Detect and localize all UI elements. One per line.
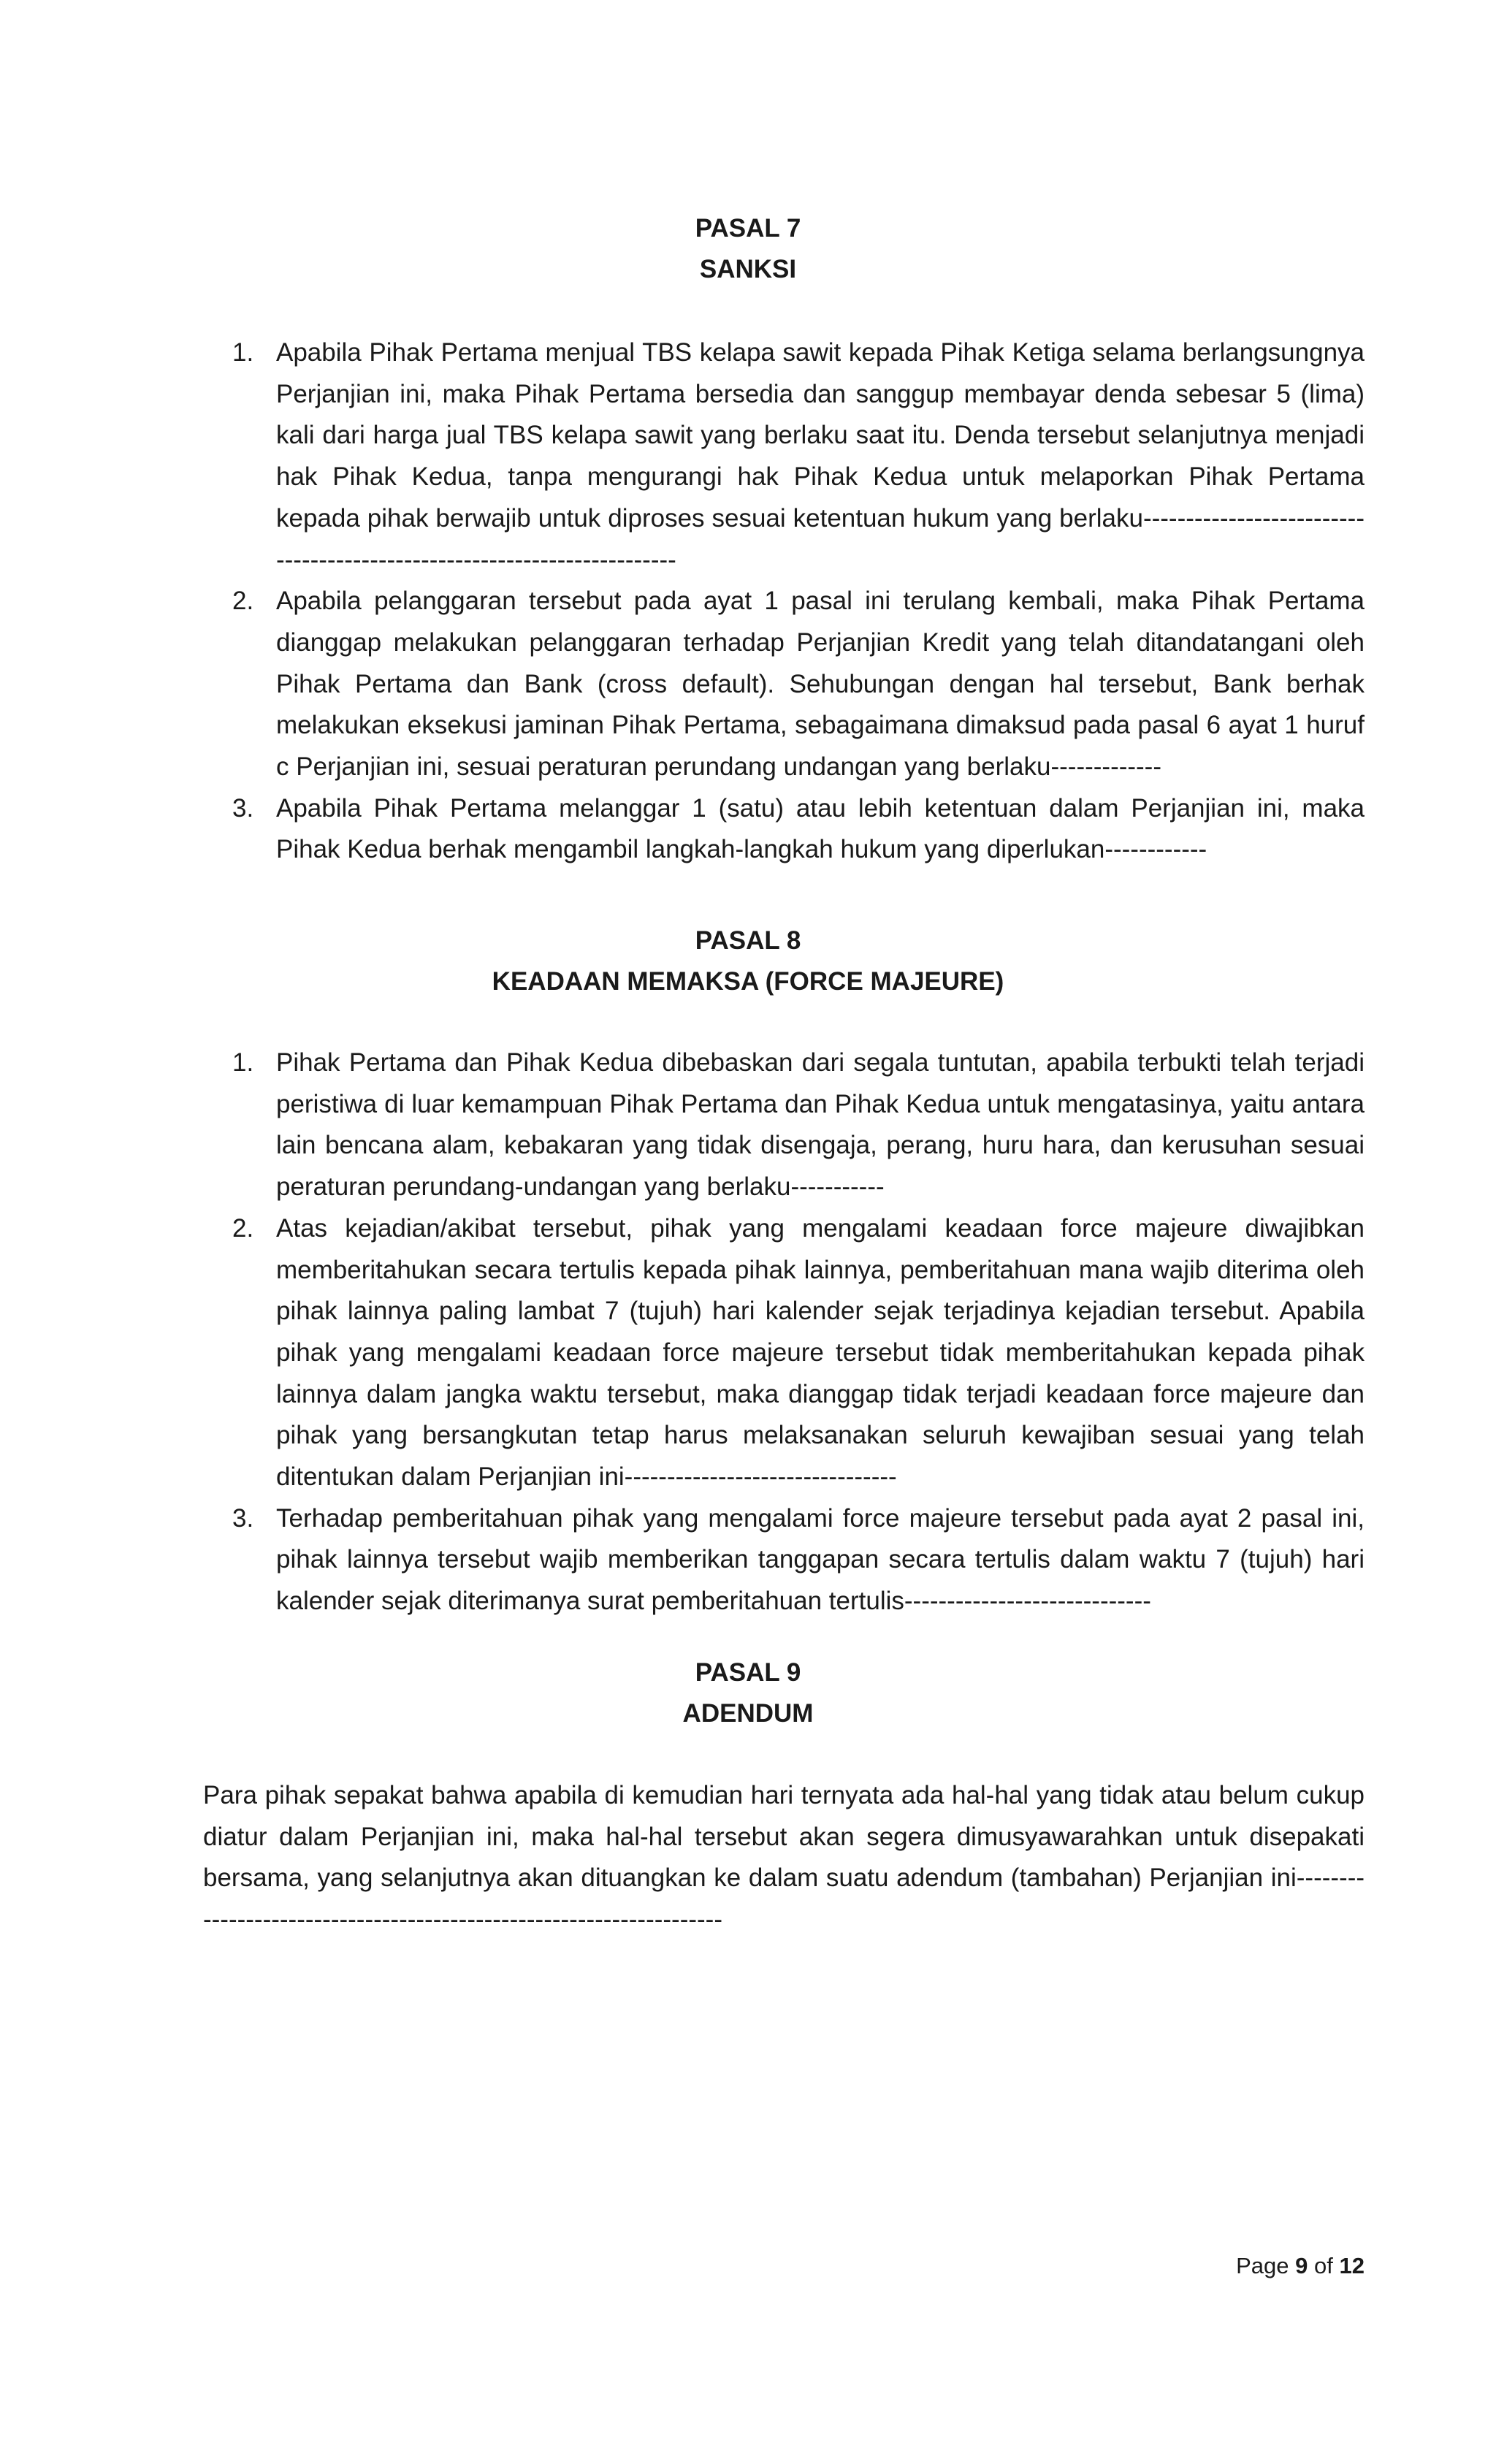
- pasal-9-title: ADENDUM: [682, 1699, 814, 1728]
- pasal-8-list: [203, 1042, 1365, 1622]
- pasal-8-item-1: [203, 1042, 1365, 1208]
- item-number: 2.: [232, 587, 254, 616]
- item-text: Pihak Pertama dan Pihak Kedua dibebaskan dari segala tuntutan, apabila terbukti telah terjadi peristiwa di luar kemampuan Pihak Pertama dan Pihak Kedua untuk mengatasinya, yaitu antara lain bencana alam, kebakaran yang tidak disengaja, perang, huru hara, dan kerusuhan sesuai peraturan perundang-undangan yang berlaku-----------: [276, 1048, 1365, 1202]
- pasal-8-item-3: [203, 1498, 1365, 1622]
- pasal-7-number: PASAL 7: [695, 214, 801, 243]
- item-number: 2.: [232, 1213, 254, 1243]
- pasal-8-heading: [0, 920, 1496, 1002]
- item-text: Apabila pelanggaran tersebut pada ayat 1 pasal ini terulang kembali, maka Pihak Pertama dianggap melakukan pelanggaran terhadap Perjanjian Kredit yang telah ditandatangani oleh Pihak Pertama dan Bank (cross default). Sehubungan dengan hal tersebut, Bank berhak melakukan eksekusi jaminan Pihak Pertama, sebagaimana dimaksud pada pasal 6 ayat 1 huruf c Perjanjian ini, sesuai peraturan perundang undangan yang berlaku-------------: [276, 587, 1365, 782]
- page-of: of: [1314, 2253, 1333, 2278]
- page-number: [1236, 2251, 1365, 2281]
- page-current: 9: [1295, 2253, 1308, 2278]
- pasal-7-item-3: [203, 788, 1365, 871]
- pasal-7-item-1: [203, 332, 1365, 581]
- item-number: 3.: [232, 793, 254, 823]
- pasal-8-number: PASAL 8: [695, 926, 801, 955]
- pasal-7-title: SANKSI: [699, 255, 797, 283]
- pasal-7-item-2: [203, 581, 1365, 788]
- item-text: Apabila Pihak Pertama melanggar 1 (satu) atau lebih ketentuan dalam Perjanjian ini, maka Pihak Kedua berhak mengambil langkah-langkah hukum yang diperlukan------------: [276, 793, 1365, 864]
- pasal-8-item-2: [203, 1208, 1365, 1498]
- pasal-8-title: KEADAAN MEMAKSA (FORCE MAJEURE): [492, 967, 1004, 996]
- pasal-9-paragraph: Para pihak sepakat bahwa apabila di kemudian hari ternyata ada hal-hal yang tidak atau belum cukup diatur dalam Perjanjian ini, maka hal-hal tersebut akan segera dimusyawarahkan untuk disepakati bersama, yang selanjutnya akan dituangkan ke dalam suatu adendum (tambahan) Perjanjian ini---------------------------------------------------------------------: [203, 1781, 1365, 1934]
- item-text: Atas kejadian/akibat tersebut, pihak yang mengalami keadaan force majeure diwajibkan memberitahukan secara tertulis kepada pihak lainnya, pemberitahuan mana wajib diterima oleh pihak lainnya paling lambat 7 (tujuh) hari kalender sejak terjadinya kejadian tersebut. Apabila pihak yang mengalami keadaan force majeure tersebut tidak memberitahukan kepada pihak lainnya dalam jangka waktu tersebut, maka dianggap tidak terjadi keadaan force majeure dan pihak yang bersangkutan tetap harus melaksanakan seluruh kewajiban sesuai yang telah ditentukan dalam Perjanjian ini--------------------------------: [276, 1213, 1365, 1492]
- pasal-9-number: PASAL 9: [695, 1658, 801, 1687]
- item-text: Terhadap pemberitahuan pihak yang mengalami force majeure tersebut pada ayat 2 pasal ini, pihak lainnya tersebut wajib memberikan tanggapan secara tertulis dalam waktu 7 (tujuh) hari kalender sejak diterimanya surat pemberitahuan tertulis-----------------------------: [276, 1503, 1365, 1616]
- pasal-9-heading: [0, 1652, 1496, 1734]
- item-text: Apabila Pihak Pertama menjual TBS kelapa sawit kepada Pihak Ketiga selama berlangsungnya Perjanjian ini, maka Pihak Pertama bersedia dan sanggup membayar denda sebesar 5 (lima) kali dari harga jual TBS kelapa sawit yang berlaku saat itu. Denda tersebut selanjutnya menjadi hak Pihak Kedua, tanpa mengurangi hak Pihak Kedua untuk melaporkan Pihak Pertama kepada pihak berwajib untuk diproses sesuai ketentuan hukum yang berlaku-------------------------------------------------------------------------: [276, 338, 1365, 574]
- item-number: 1.: [232, 338, 254, 367]
- item-number: 1.: [232, 1048, 254, 1077]
- page-label: Page: [1236, 2253, 1289, 2278]
- pasal-7-heading: [0, 208, 1496, 290]
- pasal-7-list: [203, 332, 1365, 871]
- item-number: 3.: [232, 1503, 254, 1533]
- page-total: 12: [1339, 2253, 1365, 2278]
